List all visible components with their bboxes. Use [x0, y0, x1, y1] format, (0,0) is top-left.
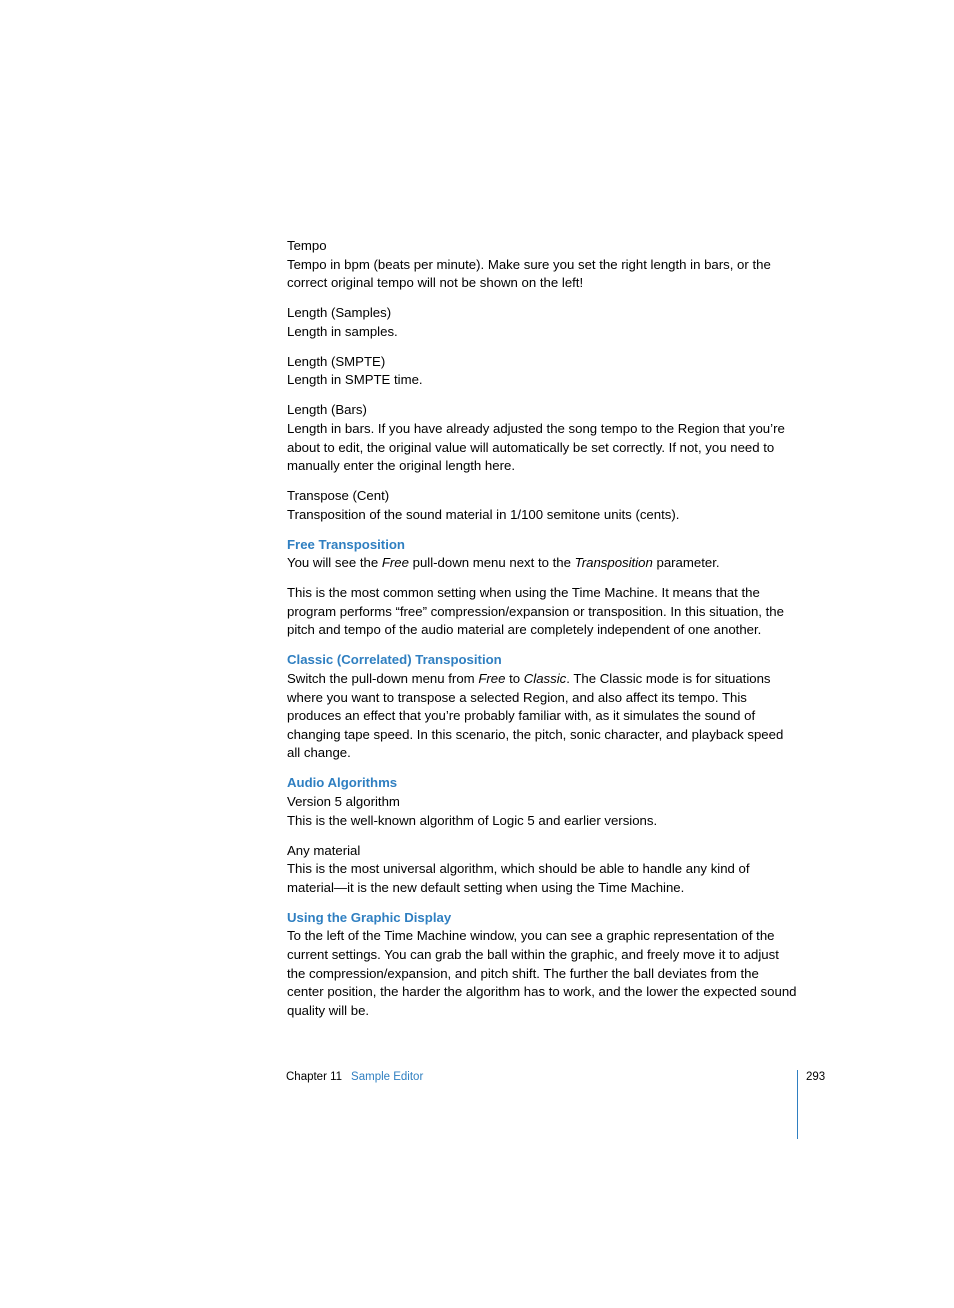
- transposition-parameter-term: Transposition: [574, 555, 653, 571]
- free-menu-term: Free: [381, 555, 409, 571]
- classic-transposition-section: [287, 651, 799, 763]
- transpose-cent-section: [287, 487, 799, 524]
- page-body: [287, 237, 799, 1020]
- length-smpte-section: [287, 353, 799, 390]
- length-smpte-desc: Length in SMPTE time.: [287, 372, 423, 388]
- graphic-display-heading: Using the Graphic Display: [287, 909, 452, 925]
- free-transposition-section: [287, 536, 799, 640]
- length-samples-section: [287, 304, 799, 341]
- footer-divider: [797, 1070, 798, 1139]
- classic-transposition-body: Switch the pull-down menu from Free to Classic. The Classic mode is for situations where you want to transpose a selected Region, and also affect its tempo. This produces an effect that you’re probably familiar with, as it simulates the sound of changing tape speed. In this scenario, the pitch, sonic character, and playback speed all change.: [287, 671, 784, 761]
- length-samples-term: Length (Samples): [287, 305, 392, 321]
- graphic-display-section: [287, 909, 799, 1021]
- length-samples-desc: Length in samples.: [287, 323, 398, 339]
- free-mode-term: Free: [478, 671, 506, 687]
- tempo-desc: Tempo in bpm (beats per minute). Make sure you set the right length in bars, or the correct original tempo will not be shown on the left!: [287, 256, 771, 291]
- transpose-cent-desc: Transposition of the sound material in 1/100 semitone units (cents).: [287, 506, 680, 522]
- length-bars-section: [287, 401, 799, 475]
- classic-mode-term: Classic: [523, 671, 567, 687]
- length-smpte-term: Length (SMPTE): [287, 353, 386, 369]
- version5-term: Version 5 algorithm: [287, 793, 400, 809]
- audio-algorithms-heading: Audio Algorithms: [287, 775, 398, 791]
- tempo-term: Tempo: [287, 238, 327, 253]
- length-bars-desc: Length in bars. If you have already adjusted the song tempo to the Region that you’re about to edit, the original value will automatically be set correctly. If not, you need to manually enter the original length here.: [287, 420, 785, 474]
- page-number: 293: [806, 1071, 826, 1083]
- any-material-term: Any material: [287, 842, 361, 858]
- any-material-desc: This is the most universal algorithm, which should be able to handle any kind of material—it is the new default setting when using the Time Machine.: [287, 861, 750, 895]
- chapter-label: Chapter 11: [286, 1071, 343, 1083]
- free-transposition-intro: You will see the Free pull-down menu next to the Transposition parameter.: [287, 555, 720, 571]
- graphic-display-desc: To the left of the Time Machine window, you can see a graphic representation of the current settings. You can grab the ball within the graphic, and freely move it to adjust the compression/expansion, and pitch shift. The further the ball deviates from the center position, the harder the algorithm has to work, and the lower the expected sound quality will be.: [287, 928, 797, 1018]
- length-bars-term: Length (Bars): [287, 402, 367, 418]
- free-transposition-heading: Free Transposition: [287, 536, 405, 552]
- tempo-section: [287, 237, 799, 293]
- transpose-cent-term: Transpose (Cent): [287, 488, 390, 504]
- free-transposition-body: This is the most common setting when using the Time Machine. It means that the program performs “free” compression/expansion or transposition. In this situation, the pitch and tempo of the audio material are completely independent of one another.: [287, 585, 784, 638]
- chapter-title: Sample Editor: [351, 1071, 424, 1083]
- version5-desc: This is the well-known algorithm of Logic 5 and earlier versions.: [287, 812, 658, 828]
- classic-transposition-heading: Classic (Correlated) Transposition: [287, 652, 502, 668]
- footer-chapter: [286, 1070, 423, 1085]
- audio-algorithms-section: [287, 774, 799, 897]
